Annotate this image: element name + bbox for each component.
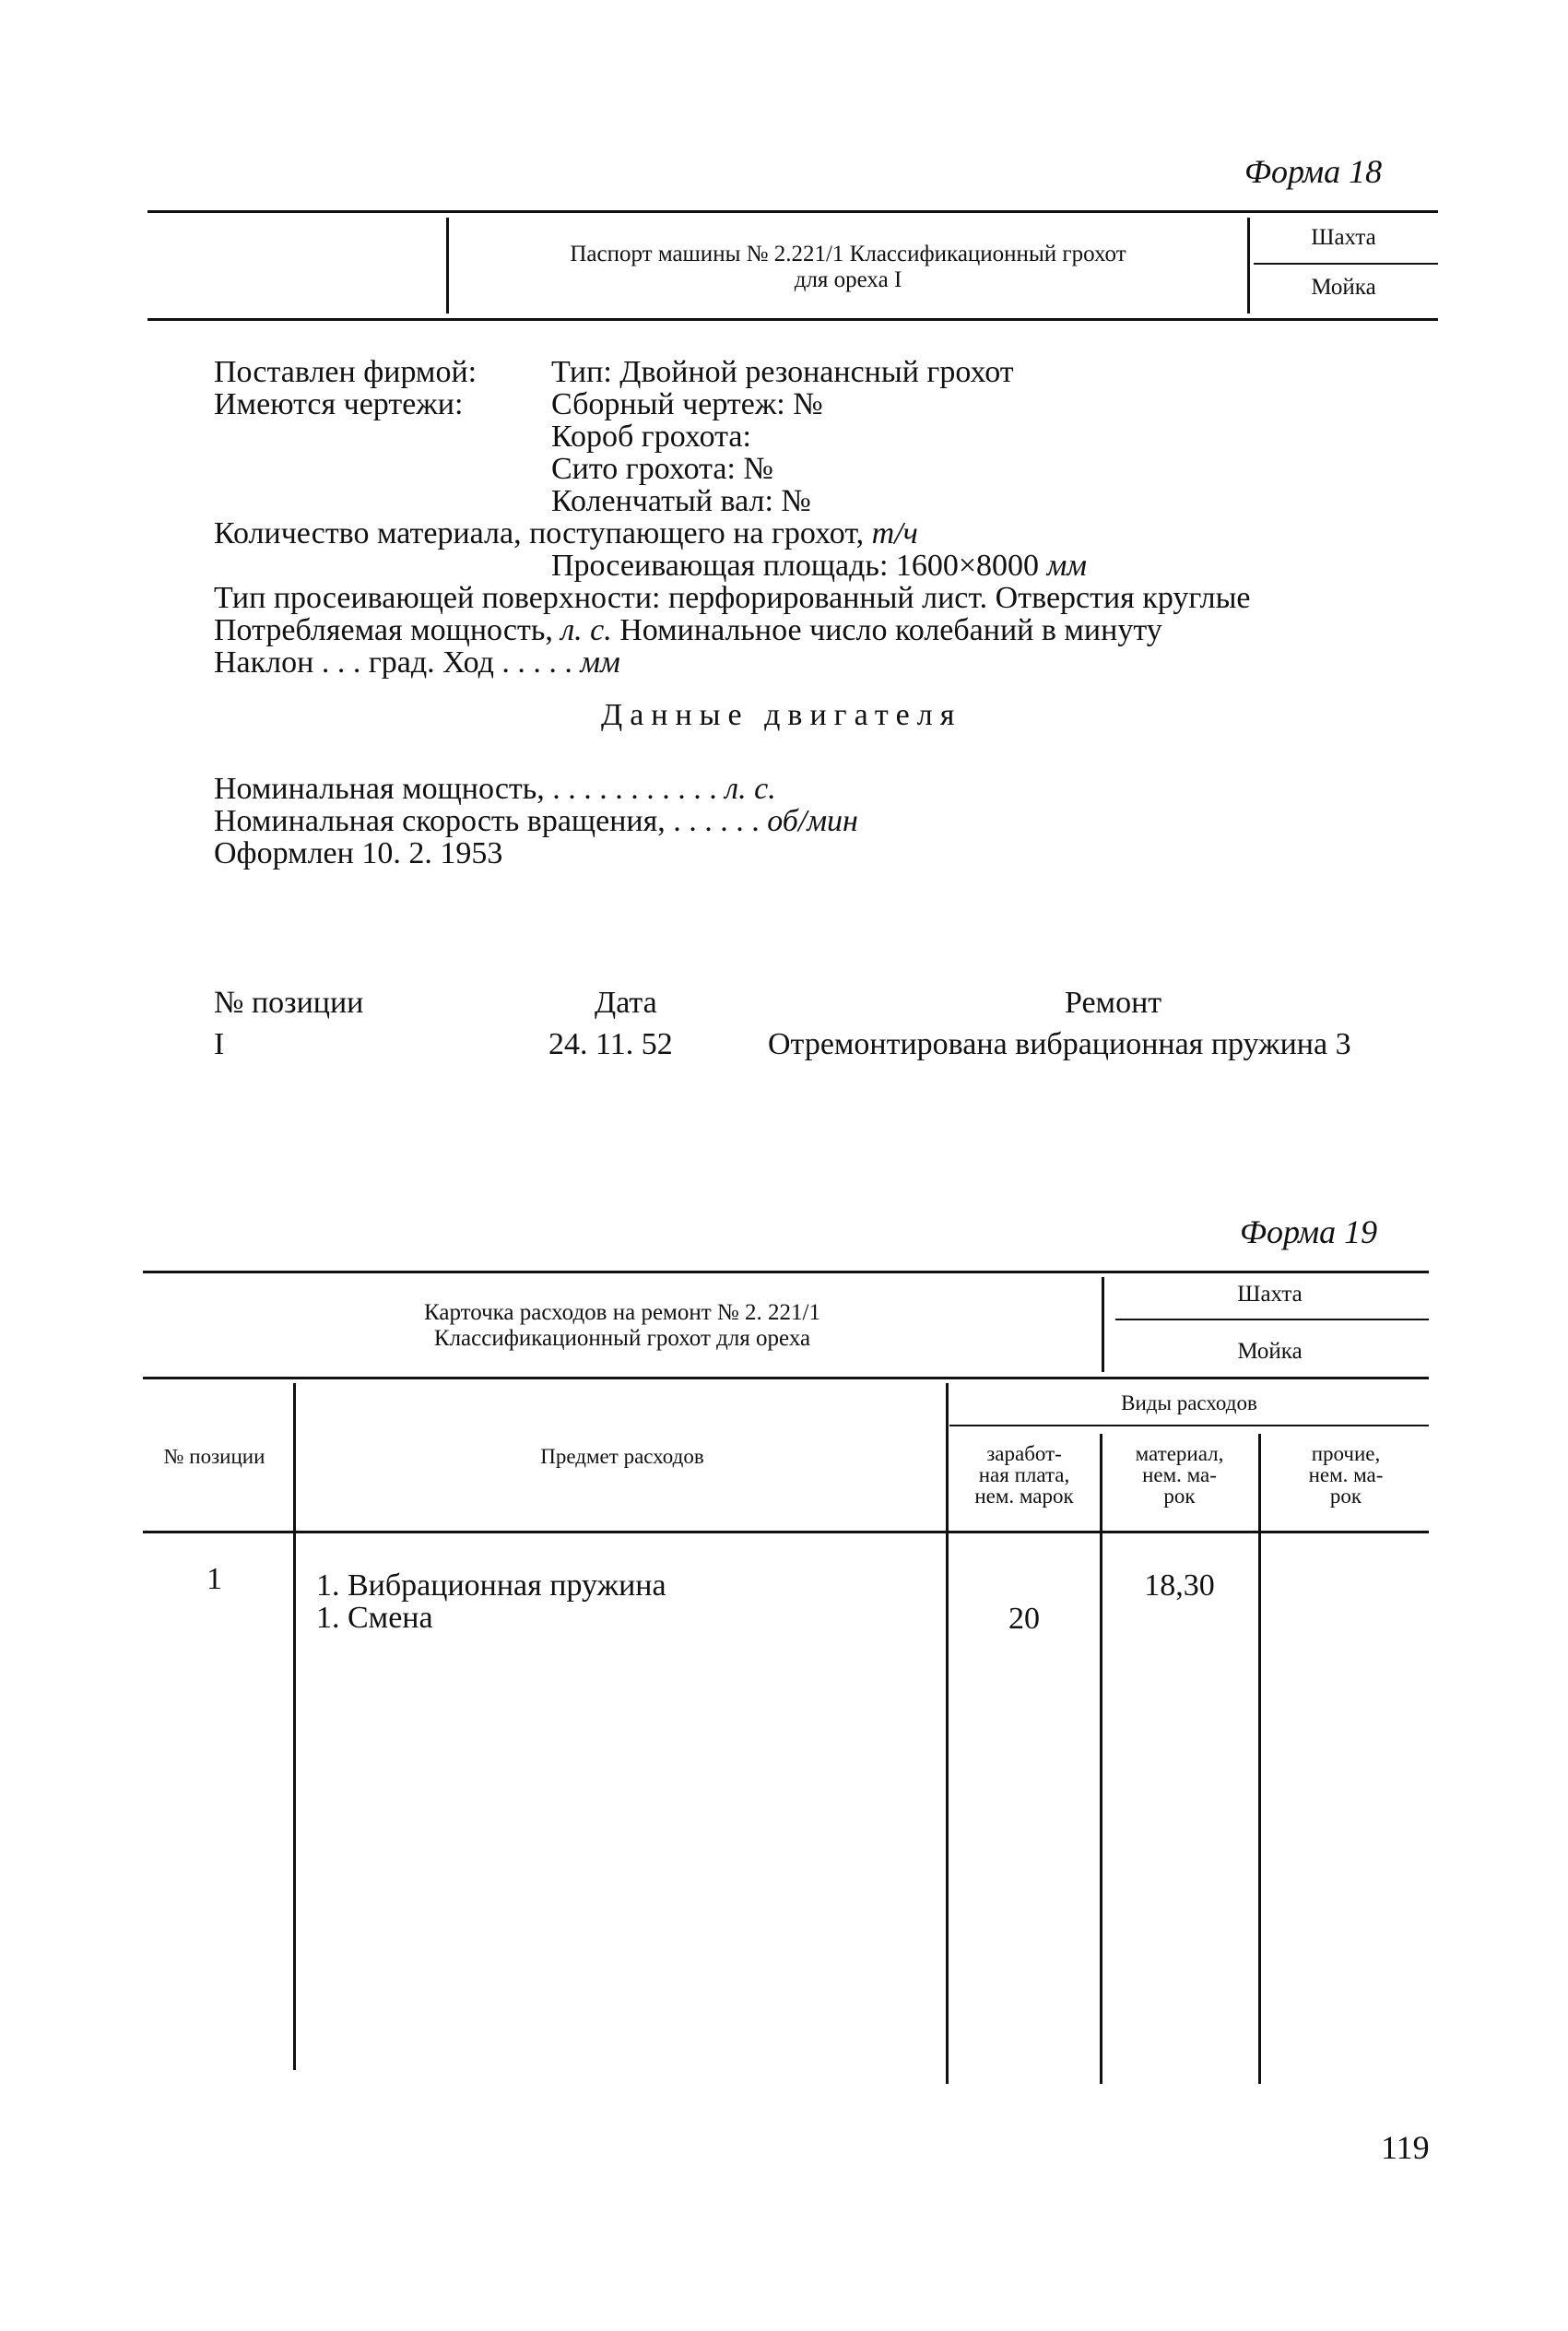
form18-assembly-drawing: Сборный чертеж: № xyxy=(551,387,823,421)
form18-header-mid-rule xyxy=(1254,263,1438,265)
form18-material-qty-text: Количество материала, поступающего на грохот, xyxy=(214,516,865,550)
form19-col-position: № позиции xyxy=(163,1445,265,1468)
form19-header-title-line2: Классификационный грохот для ореха xyxy=(433,1326,811,1351)
form18-label: Форма 18 xyxy=(1244,153,1383,190)
form18-supplier-label: Поставлен фирмой: xyxy=(214,355,477,389)
form19-col-other-line3: рок xyxy=(1329,1485,1362,1508)
form18-header-mine: Шахта xyxy=(1311,225,1376,250)
form19-col-subject: Предмет расходов xyxy=(540,1445,704,1468)
form19-col-material xyxy=(1103,1443,1256,1507)
form18-material-qty xyxy=(214,517,918,550)
form19-header-title-line1: Карточка расходов на ремонт № 2. 221/1 xyxy=(424,1300,820,1325)
form19-header-mine: Шахта xyxy=(1237,1282,1303,1307)
form19-header-wash: Мойка xyxy=(1237,1339,1303,1364)
form18-drawings-label: Имеются чертежи: xyxy=(214,387,464,421)
form18-motor-power xyxy=(214,773,776,805)
form19-header-divider xyxy=(1102,1277,1104,1372)
form18-slope-text: Наклон . . . град. Ход . . . . . xyxy=(214,645,572,680)
repairs-row-position: I xyxy=(214,1027,225,1061)
form19-row-position: 1 xyxy=(206,1562,222,1596)
form19-types-rule xyxy=(949,1425,1429,1426)
form18-header-divider-left xyxy=(446,218,449,314)
form18-header-wash: Мойка xyxy=(1311,275,1376,300)
form18-type: Тип: Двойной резонансный грохот xyxy=(551,355,1014,389)
form18-surface-type: Тип просеивающей поверхности: перфорированный лист. Отверстия круглые xyxy=(214,581,1251,615)
repairs-row-repair: Отремонтирована вибрационная пружина 3 xyxy=(768,1027,1351,1061)
form18-power xyxy=(214,614,1162,646)
form19-col-line-2 xyxy=(946,1383,949,2084)
form18-motor-heading: Данные двигателя xyxy=(601,698,962,732)
form18-crankshaft-drawing: Коленчатый вал: № xyxy=(551,484,811,518)
form19-col-wages-line3: нем. марок xyxy=(974,1485,1074,1508)
form19-col-wages-line1: заработ- xyxy=(986,1442,1062,1465)
form18-header-title xyxy=(461,242,1235,293)
form19-label: Форма 19 xyxy=(1240,1213,1378,1250)
form18-material-unit: т/ч xyxy=(871,516,918,550)
form19-row-item2: 1. Смена xyxy=(316,1601,433,1635)
form18-sieve-drawing: Сито грохота: № xyxy=(551,452,773,486)
form19-row-material: 18,30 xyxy=(1144,1568,1215,1603)
form19-row-item1: 1. Вибрационная пружина xyxy=(316,1568,666,1603)
form18-slope xyxy=(214,646,620,679)
form19-col-types: Виды расходов xyxy=(1121,1391,1257,1414)
form18-header-bottom-rule xyxy=(147,318,1438,321)
repairs-header-date: Дата xyxy=(595,986,657,1020)
form19-columns-bottom-rule xyxy=(143,1531,1429,1533)
form18-motor-speed-label: Номинальная скорость вращения, . . . . . . xyxy=(214,804,760,838)
form18-area-unit: мм xyxy=(1046,549,1087,583)
form19-row-wages: 20 xyxy=(1008,1602,1040,1636)
form18-motor-speed-unit: об/мин xyxy=(767,804,858,838)
form18-issued-date: Оформлен 10. 2. 1953 xyxy=(214,836,503,870)
form18-header-title-line2: для ореха I xyxy=(794,267,902,292)
form18-screening-area-text: Просеивающая площадь: 1600×8000 xyxy=(551,549,1040,583)
form18-screening-area xyxy=(551,550,1087,582)
form18-power-label: Потребляемая мощность, xyxy=(214,613,553,647)
form19-col-material-line3: рок xyxy=(1163,1485,1196,1508)
form18-motor-power-label: Номинальная мощность, . . . . . . . . . . . xyxy=(214,772,717,806)
form19-header-bottom-rule xyxy=(143,1377,1429,1379)
form19-col-material-line2: нем. ма- xyxy=(1142,1463,1217,1486)
form18-header-top-rule xyxy=(147,210,1438,213)
form19-col-other-line2: нем. ма- xyxy=(1308,1463,1384,1486)
form19-col-other xyxy=(1263,1443,1429,1507)
page-number: 119 xyxy=(1381,2129,1430,2166)
form18-motor-power-unit: л. с. xyxy=(725,772,776,806)
form18-header-title-line1: Паспорт машины № 2.221/1 Классификационный грохот xyxy=(570,242,1126,266)
repairs-header-position: № позиции xyxy=(214,986,364,1020)
repairs-row-date: 24. 11. 52 xyxy=(548,1027,673,1061)
form19-col-other-line1: прочие, xyxy=(1311,1442,1381,1465)
form18-box-drawing: Короб грохота: xyxy=(551,420,751,454)
form19-col-material-line1: материал, xyxy=(1135,1442,1224,1465)
form19-col-line-1 xyxy=(293,1383,296,2070)
form19-header-mid-rule xyxy=(1115,1319,1429,1320)
repairs-header-repair: Ремонт xyxy=(1065,986,1162,1020)
form18-motor-speed xyxy=(214,805,858,837)
form19-col-wages-line2: ная плата, xyxy=(978,1463,1070,1486)
form18-slope-unit: мм xyxy=(580,645,620,680)
form18-power-unit: л. с. xyxy=(560,613,612,647)
form19-header-title xyxy=(147,1300,1097,1352)
form19-header-top-rule xyxy=(143,1271,1429,1273)
form19-col-wages xyxy=(949,1443,1099,1507)
form18-oscillations: Номинальное число колебаний в минуту xyxy=(619,613,1162,647)
form18-header-divider-right xyxy=(1247,218,1250,314)
